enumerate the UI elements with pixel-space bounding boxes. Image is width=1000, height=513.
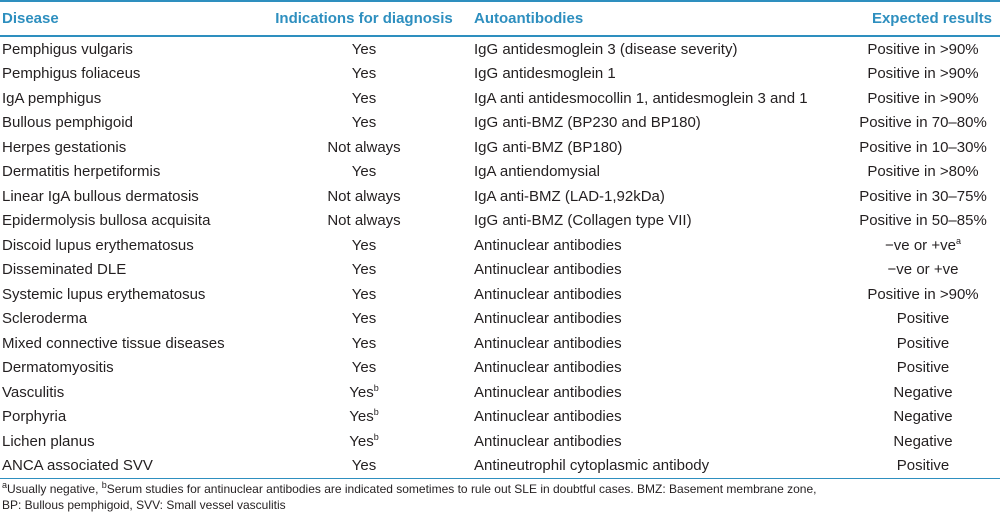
cell-expected-result: [846, 62, 1000, 87]
table-row: [0, 258, 1000, 283]
table-row: [0, 86, 1000, 111]
cell-indication-text: Yes: [349, 432, 374, 450]
cell-expected-result-text: Positive: [896, 457, 950, 475]
cell-disease: [0, 282, 259, 307]
cell-autoantibodies: [469, 331, 846, 356]
cell-expected-result: [846, 209, 1000, 234]
cell-indication-text: Yes: [351, 285, 377, 303]
cell-indication-text: Yes: [351, 334, 377, 352]
cell-indication: [259, 307, 469, 332]
cell-indication: [259, 62, 469, 87]
cell-autoantibodies: [469, 454, 846, 479]
cell-indication-text: Yes: [351, 359, 377, 377]
cell-indication: [259, 454, 469, 479]
table-row: [0, 380, 1000, 405]
cell-indication: [259, 405, 469, 430]
cell-disease-text: Dermatomyositis: [2, 359, 114, 377]
cell-expected-result: [846, 429, 1000, 454]
cell-indication-text: Yes: [351, 310, 377, 328]
cell-indication-text: Not always: [327, 187, 401, 205]
cell-indication-text: Yes: [351, 114, 377, 132]
cell-disease: [0, 331, 259, 356]
cell-autoantibodies-text: Antineutrophil cytoplasmic antibody: [474, 457, 710, 475]
cell-autoantibodies: [469, 36, 846, 62]
cell-autoantibodies-text: IgG antidesmoglein 1: [474, 65, 616, 83]
cell-autoantibodies: [469, 405, 846, 430]
cell-expected-result-text: Negative: [893, 432, 953, 450]
cell-indication: [259, 233, 469, 258]
cell-expected-result-text: −ve or +ve: [885, 236, 956, 254]
cell-disease: [0, 184, 259, 209]
cell-disease-text: Epidermolysis bullosa acquisita: [2, 212, 211, 230]
cell-disease: [0, 62, 259, 87]
cell-expected-result: [846, 258, 1000, 283]
cell-disease-text: Pemphigus foliaceus: [2, 65, 141, 83]
cell-autoantibodies: [469, 233, 846, 258]
header-autoantibodies: Autoantibodies: [469, 1, 846, 36]
cell-expected-result-text: Positive in >90%: [867, 89, 979, 107]
table-row: [0, 356, 1000, 381]
cell-expected-result-text: Positive in 10–30%: [859, 138, 987, 156]
cell-disease-text: Systemic lupus erythematosus: [2, 285, 206, 303]
header-indications: Indications for diagnosis: [259, 1, 469, 36]
indication-footnote-mark: b: [373, 407, 379, 418]
footnote-text-b: Serum studies for antinuclear antibodies are indicated sometimes to rule out SLE in doubtful cases. BMZ: Basement membrane zone,: [106, 482, 817, 496]
cell-indication-text: Not always: [327, 138, 401, 156]
table-row: [0, 111, 1000, 136]
header-expected-results: Expected results: [846, 1, 1000, 36]
cell-autoantibodies-text: IgG anti-BMZ (BP180): [474, 138, 623, 156]
cell-autoantibodies-text: Antinuclear antibodies: [474, 359, 622, 377]
cell-indication: [259, 184, 469, 209]
cell-disease: [0, 86, 259, 111]
cell-expected-result-text: Positive: [896, 334, 950, 352]
footnote-sup-a: a: [2, 480, 8, 490]
cell-autoantibodies-text: Antinuclear antibodies: [474, 310, 622, 328]
cell-indication: [259, 86, 469, 111]
cell-disease-text: IgA pemphigus: [2, 89, 102, 107]
cell-disease: [0, 380, 259, 405]
cell-autoantibodies: [469, 209, 846, 234]
cell-expected-result: [846, 405, 1000, 430]
table-row: [0, 307, 1000, 332]
cell-expected-result: [846, 282, 1000, 307]
cell-indication-text: Yes: [351, 89, 377, 107]
header-disease: Disease: [0, 1, 259, 36]
cell-autoantibodies: [469, 429, 846, 454]
footnote-line-1: [2, 481, 998, 497]
cell-autoantibodies-text: IgG anti-BMZ (Collagen type VII): [474, 212, 692, 230]
cell-autoantibodies: [469, 135, 846, 160]
cell-disease: [0, 258, 259, 283]
cell-expected-result-text: Positive in >90%: [867, 65, 979, 83]
cell-autoantibodies-text: Antinuclear antibodies: [474, 334, 622, 352]
table-row: [0, 135, 1000, 160]
table-row: [0, 405, 1000, 430]
table-header: [0, 1, 1000, 36]
cell-disease-text: Bullous pemphigoid: [2, 114, 133, 132]
footnote-sup-b: b: [101, 480, 107, 490]
cell-autoantibodies-text: IgA antiendomysial: [474, 163, 600, 181]
cell-autoantibodies-text: IgA anti antidesmocollin 1, antidesmoglein 3 and 1: [474, 89, 808, 107]
footnote-line-2: BP: Bullous pemphigoid, SVV: Small vessel vasculitis: [2, 498, 286, 512]
cell-indication-text: Yes: [351, 65, 377, 83]
cell-autoantibodies-text: Antinuclear antibodies: [474, 236, 622, 254]
cell-autoantibodies-text: IgG antidesmoglein 3 (disease severity): [474, 40, 738, 58]
cell-disease: [0, 233, 259, 258]
cell-expected-result: [846, 135, 1000, 160]
cell-autoantibodies-text: IgA anti-BMZ (LAD-1,92kDa): [474, 187, 665, 205]
cell-expected-result: [846, 380, 1000, 405]
cell-expected-result-text: Positive in >90%: [867, 285, 979, 303]
cell-expected-result-text: Negative: [893, 383, 953, 401]
cell-expected-result-text: Positive in >90%: [867, 40, 979, 58]
cell-disease-text: Lichen planus: [2, 432, 95, 450]
indication-footnote-mark: b: [373, 431, 379, 442]
table-row: [0, 282, 1000, 307]
cell-disease-text: Disseminated DLE: [2, 261, 127, 279]
cell-expected-result-text: −ve or +ve: [887, 261, 959, 279]
cell-expected-result: [846, 36, 1000, 62]
cell-disease-text: ANCA associated SVV: [2, 457, 153, 475]
cell-disease: [0, 135, 259, 160]
cell-autoantibodies: [469, 184, 846, 209]
indication-footnote-mark: b: [373, 382, 379, 393]
cell-indication: [259, 160, 469, 185]
table-row: [0, 62, 1000, 87]
cell-disease-text: Vasculitis: [2, 383, 65, 401]
table-row: [0, 454, 1000, 479]
table-row: [0, 209, 1000, 234]
header-row: [0, 1, 1000, 36]
cell-expected-result: [846, 307, 1000, 332]
cell-expected-result-text: Positive in >80%: [867, 163, 979, 181]
cell-indication: [259, 36, 469, 62]
cell-disease-text: Mixed connective tissue diseases: [2, 334, 225, 352]
cell-expected-result-text: Positive in 70–80%: [859, 114, 987, 132]
cell-disease: [0, 209, 259, 234]
cell-autoantibodies: [469, 258, 846, 283]
cell-indication: [259, 135, 469, 160]
cell-indication: [259, 331, 469, 356]
cell-disease: [0, 111, 259, 136]
cell-expected-result: [846, 454, 1000, 479]
cell-autoantibodies-text: Antinuclear antibodies: [474, 383, 622, 401]
cell-autoantibodies-text: Antinuclear antibodies: [474, 408, 622, 426]
cell-indication-text: Yes: [349, 408, 374, 426]
cell-expected-result: [846, 160, 1000, 185]
cell-indication-text: Yes: [351, 40, 377, 58]
cell-disease-text: Pemphigus vulgaris: [2, 40, 133, 58]
cell-autoantibodies: [469, 111, 846, 136]
cell-indication: [259, 111, 469, 136]
table-row: [0, 233, 1000, 258]
cell-indication: [259, 209, 469, 234]
cell-indication: [259, 258, 469, 283]
result-footnote-mark: a: [955, 235, 961, 246]
cell-indication-text: Not always: [327, 212, 401, 230]
cell-expected-result: [846, 111, 1000, 136]
cell-disease: [0, 454, 259, 479]
cell-indication-text: Yes: [351, 261, 377, 279]
cell-expected-result-text: Negative: [893, 408, 953, 426]
table-row: [0, 184, 1000, 209]
cell-indication: [259, 380, 469, 405]
cell-indication: [259, 429, 469, 454]
cell-indication-text: Yes: [351, 163, 377, 181]
cell-disease-text: Linear IgA bullous dermatosis: [2, 187, 199, 205]
cell-disease-text: Dermatitis herpetiformis: [2, 163, 161, 181]
cell-autoantibodies: [469, 307, 846, 332]
cell-expected-result: [846, 86, 1000, 111]
cell-autoantibodies: [469, 86, 846, 111]
cell-autoantibodies-text: Antinuclear antibodies: [474, 432, 622, 450]
cell-expected-result-text: Positive in 30–75%: [859, 187, 987, 205]
cell-disease: [0, 429, 259, 454]
cell-expected-result: [846, 356, 1000, 381]
cell-indication-text: Yes: [349, 383, 374, 401]
cell-indication-text: Yes: [351, 236, 377, 254]
cell-indication-text: Yes: [351, 457, 377, 475]
cell-disease-text: Herpes gestationis: [2, 138, 127, 156]
cell-disease-text: Discoid lupus erythematosus: [2, 236, 194, 254]
cell-autoantibodies-text: Antinuclear antibodies: [474, 285, 622, 303]
cell-expected-result: [846, 184, 1000, 209]
cell-autoantibodies-text: IgG anti-BMZ (BP230 and BP180): [474, 114, 701, 132]
cell-indication: [259, 356, 469, 381]
cell-disease-text: Porphyria: [2, 408, 67, 426]
cell-autoantibodies-text: Antinuclear antibodies: [474, 261, 622, 279]
cell-autoantibodies: [469, 62, 846, 87]
cell-expected-result: [846, 331, 1000, 356]
table-row: [0, 429, 1000, 454]
cell-autoantibodies: [469, 380, 846, 405]
cell-expected-result-text: Positive: [896, 310, 950, 328]
cell-autoantibodies: [469, 356, 846, 381]
table-body: [0, 36, 1000, 479]
cell-autoantibodies: [469, 160, 846, 185]
cell-disease: [0, 160, 259, 185]
table-row: [0, 36, 1000, 62]
cell-expected-result: [846, 233, 1000, 258]
cell-disease: [0, 307, 259, 332]
cell-disease: [0, 356, 259, 381]
footnote-text-a: Usually negative,: [7, 482, 102, 496]
cell-disease: [0, 405, 259, 430]
cell-disease-text: Scleroderma: [2, 310, 88, 328]
table-row: [0, 160, 1000, 185]
cell-autoantibodies: [469, 282, 846, 307]
cell-expected-result-text: Positive in 50–85%: [859, 212, 987, 230]
cell-expected-result-text: Positive: [896, 359, 950, 377]
table-row: [0, 331, 1000, 356]
cell-indication: [259, 282, 469, 307]
cell-disease: [0, 36, 259, 62]
